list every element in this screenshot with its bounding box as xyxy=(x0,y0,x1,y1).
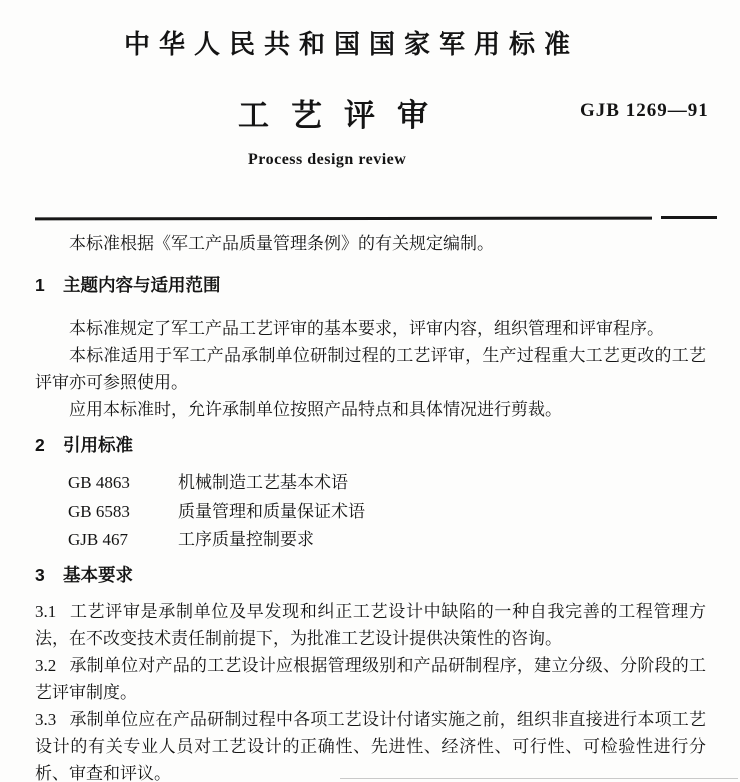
reference-title: 质量管理和质量保证术语 xyxy=(178,501,365,521)
section-1-paragraph: 应用本标准时，允许承制单位按照产品特点和具体情况进行剪裁。 xyxy=(69,400,562,419)
section-1-paragraph: 本标准规定了军工产品工艺评审的基本要求，评审内容，组织管理和评审程序。 xyxy=(69,319,664,338)
header-rule xyxy=(35,217,652,221)
reference-title: 工序质量控制要求 xyxy=(178,530,314,549)
clause-text: 承制单位对产品的工艺设计应根据管理级别和产品研制程序，建立分级、分阶段的工艺评审制度。 xyxy=(35,655,706,702)
clause-3-3 xyxy=(35,706,706,782)
clause-text: 承制单位应在产品研制过程中各项工艺设计付诸实施之前，组织非直接进行本项工艺设计的有关专业人员对工艺设计的正确性、先进性、经济性、可行性、可检验性进行分析、审查和评议。 xyxy=(35,709,706,782)
section-3-heading xyxy=(35,563,706,587)
section-2-heading xyxy=(35,433,706,457)
section-1-paragraph: 本标准适用于军工产品承制单位研制过程的工艺评审，生产过程重大工艺更改的工艺评审亦可参照使用。 xyxy=(35,346,706,392)
preamble-paragraph: 本标准根据《军工产品质量管理条例》的有关规定编制。 xyxy=(69,234,494,253)
reference-code: GB 6583 xyxy=(68,501,130,521)
english-subtitle: Process design review xyxy=(248,151,407,168)
clause-text: 工艺评审是承制单位及早发现和纠正工艺设计中缺陷的一种自我完善的工程管理方法，在不改变技术责任制前提下，为批准工艺设计提供决策性的咨询。 xyxy=(35,601,706,648)
section-1-title: 主题内容与适用范围 xyxy=(63,275,221,295)
page-bottom-scan-line xyxy=(340,778,738,779)
section-1-heading xyxy=(35,273,706,297)
header-rule-right-segment xyxy=(661,216,717,219)
clause-number: 3.1 xyxy=(35,601,57,621)
reference-row xyxy=(35,526,706,555)
clause-number: 3.3 xyxy=(35,709,57,729)
reference-title: 机械制造工艺基本术语 xyxy=(178,473,348,492)
section-2-number: 2 xyxy=(35,435,45,455)
document-title: 工艺评审 xyxy=(238,98,450,133)
standard-number: GJB 1269—91 xyxy=(580,100,709,121)
section-3-number: 3 xyxy=(35,564,45,585)
reference-code: GB 4863 xyxy=(68,473,130,492)
clause-number: 3.2 xyxy=(35,655,57,675)
clause-3-2 xyxy=(35,652,706,706)
reference-row xyxy=(35,498,706,527)
section-1-number: 1 xyxy=(35,275,45,295)
standard-type-title: 中华人民共和国国家军用标准 xyxy=(124,29,580,59)
section-3-title: 基本要求 xyxy=(63,564,133,585)
reference-list xyxy=(35,469,706,555)
document-body xyxy=(35,230,706,782)
reference-row xyxy=(35,469,706,498)
reference-code: GJB 467 xyxy=(68,530,128,549)
section-2-title: 引用标准 xyxy=(63,435,133,455)
clause-3-1 xyxy=(35,598,706,652)
